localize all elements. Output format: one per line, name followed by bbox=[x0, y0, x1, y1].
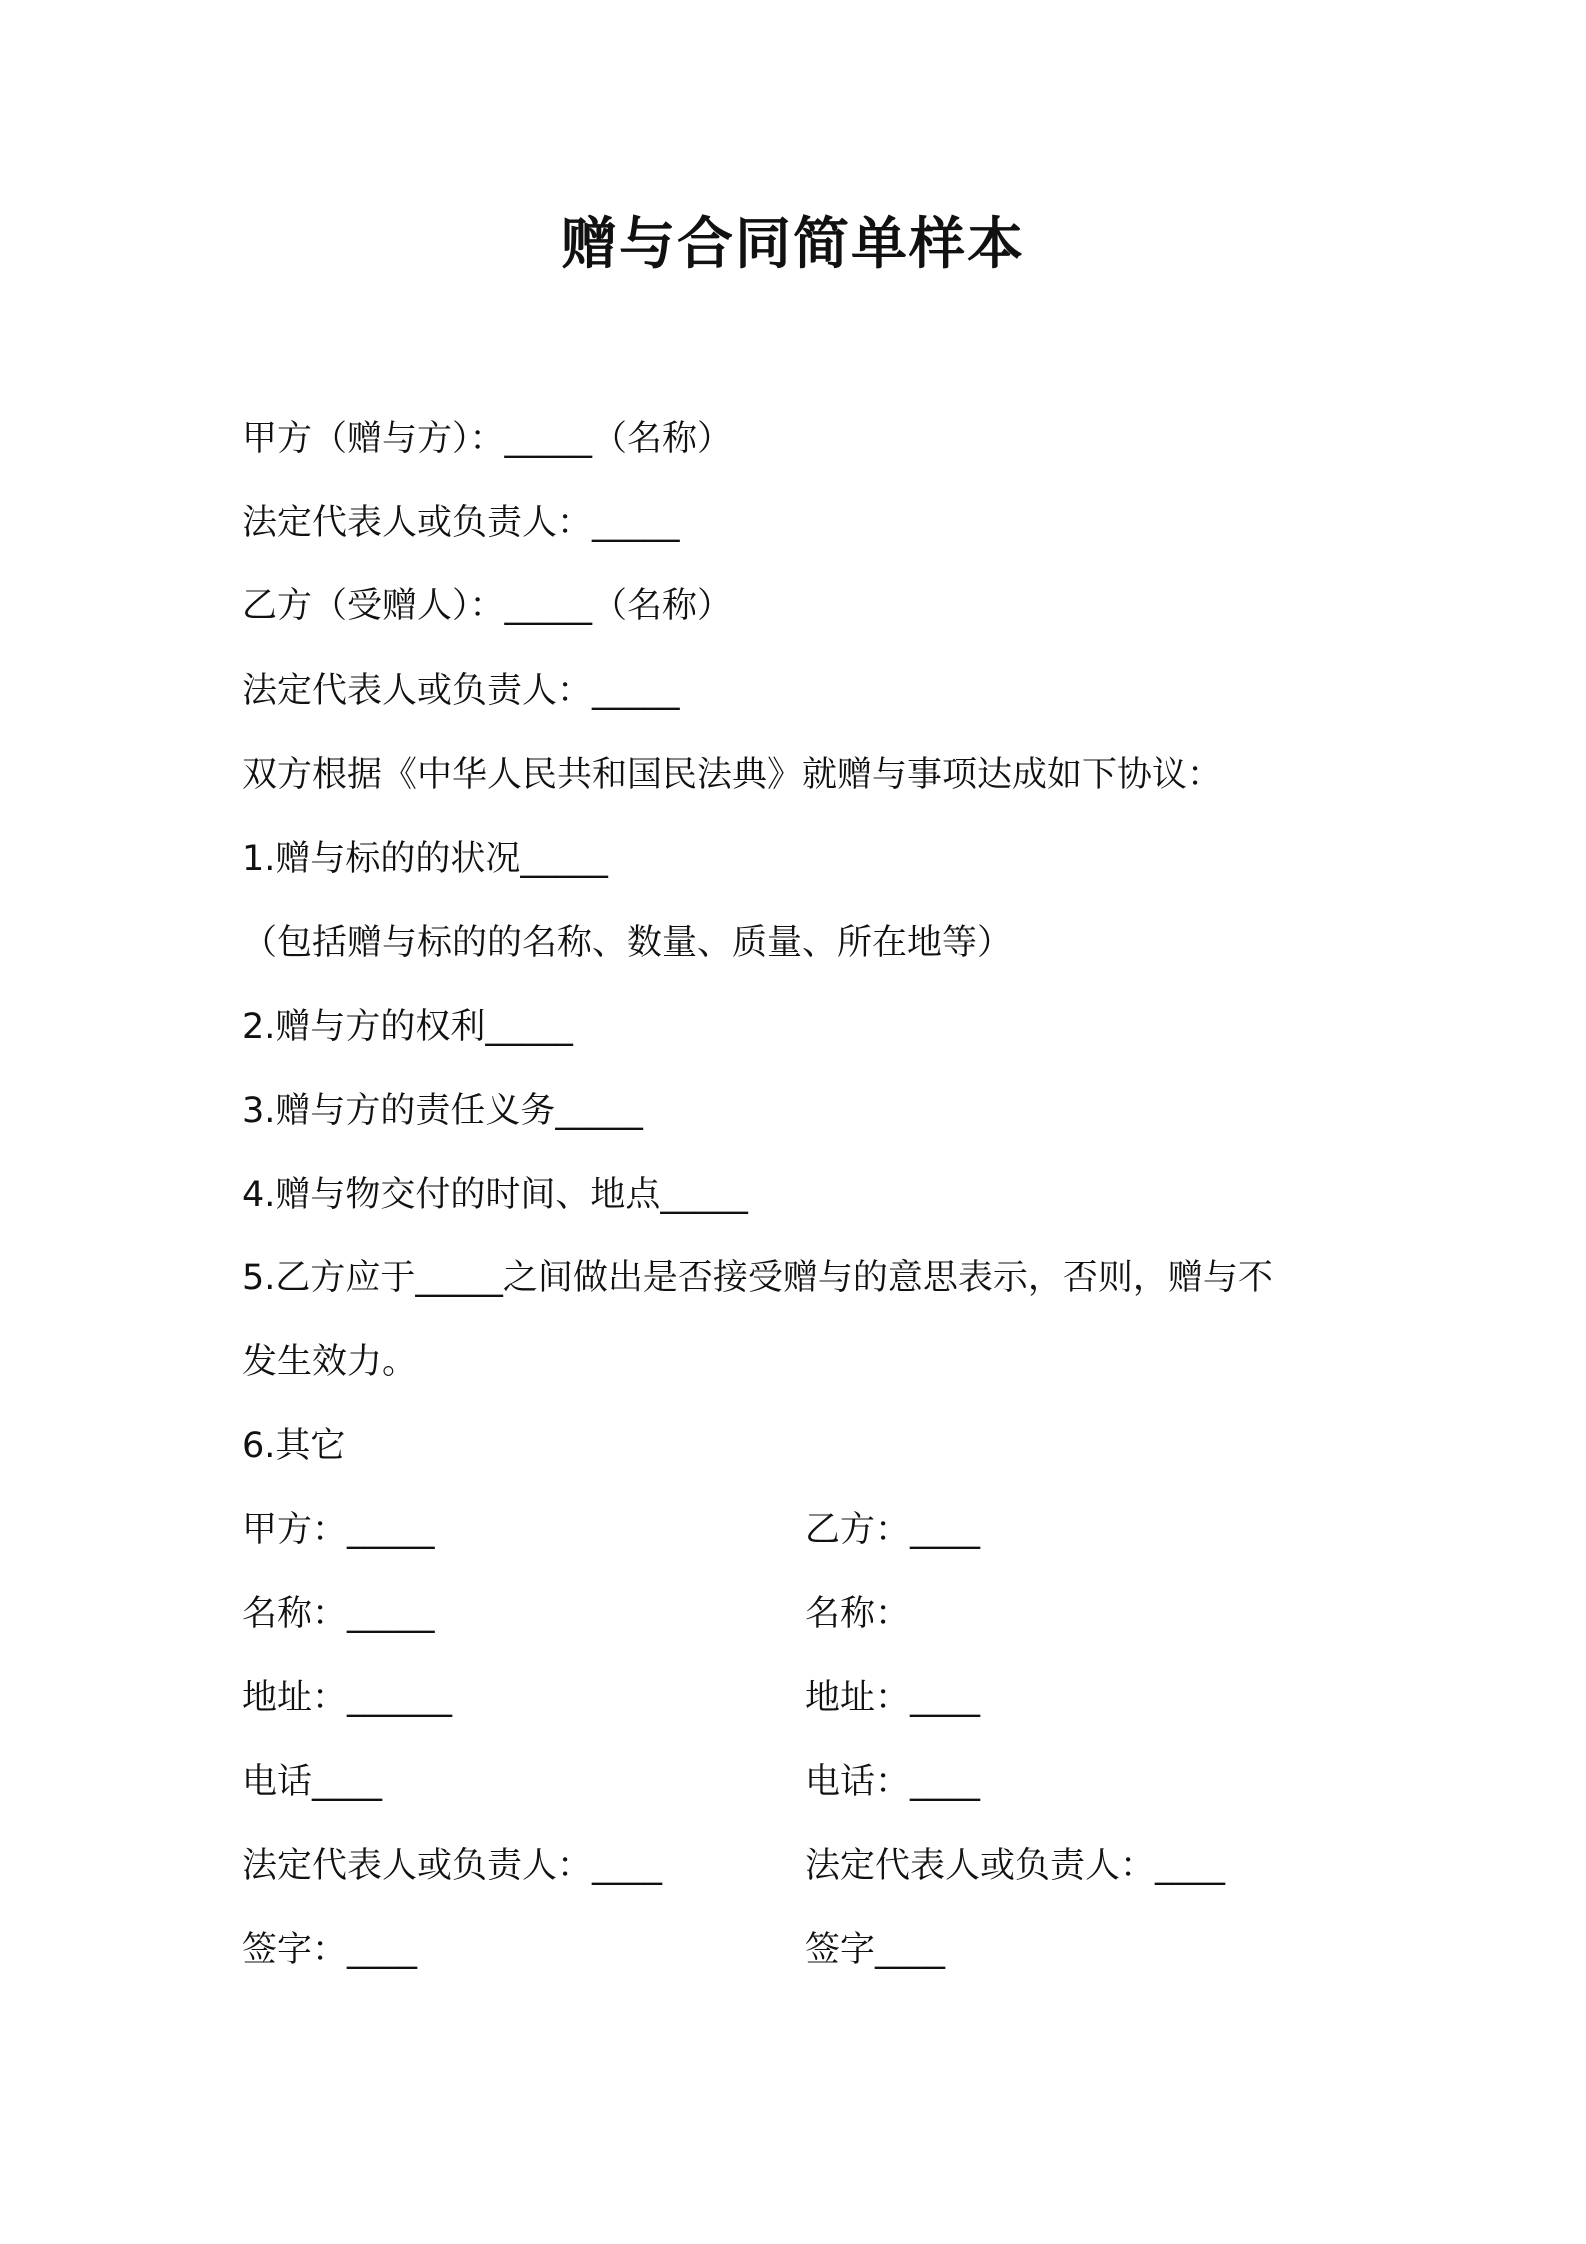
sign-right-address: 地址：____ bbox=[805, 1678, 981, 1718]
clause-5: 5.乙方应于_____之间做出是否接受赠与的意思表示，否则，赠与不 bbox=[242, 1258, 1273, 1298]
sign-left-signature: 签字：____ bbox=[242, 1930, 418, 1970]
sign-right-name: 名称： bbox=[805, 1594, 911, 1634]
sign-right-rep: 法定代表人或负责人：____ bbox=[805, 1846, 1226, 1886]
sign-right-party: 乙方：____ bbox=[805, 1510, 981, 1550]
clause-5-continued: 发生效力。 bbox=[242, 1342, 418, 1382]
sign-left-rep: 法定代表人或负责人：____ bbox=[242, 1846, 663, 1886]
intro-text: 双方根据《中华人民共和国民法典》就赠与事项达成如下协议： bbox=[242, 755, 1223, 795]
party-b-line: 乙方（受赠人）：_____（名称） bbox=[242, 586, 733, 626]
clause-1: 1.赠与标的的状况_____ bbox=[242, 839, 608, 879]
clause-4: 4.赠与物交付的时间、地点_____ bbox=[242, 1175, 748, 1215]
sign-left-phone: 电话____ bbox=[242, 1762, 383, 1802]
party-a-line: 甲方（赠与方）：_____（名称） bbox=[242, 419, 733, 459]
sign-left-party: 甲方：_____ bbox=[242, 1510, 435, 1550]
clause-1-note: （包括赠与标的的名称、数量、质量、所在地等） bbox=[242, 923, 1013, 963]
party-b-rep-line: 法定代表人或负责人：_____ bbox=[242, 671, 680, 711]
sign-left-address: 地址：______ bbox=[242, 1678, 453, 1718]
clause-6: 6.其它 bbox=[242, 1426, 346, 1466]
document-title: 赠与合同简单样本 bbox=[561, 212, 1025, 277]
sign-right-phone: 电话：____ bbox=[805, 1762, 981, 1802]
clause-3: 3.赠与方的责任义务_____ bbox=[242, 1091, 643, 1131]
party-a-rep-line: 法定代表人或负责人：_____ bbox=[242, 503, 680, 543]
sign-left-name: 名称：_____ bbox=[242, 1594, 435, 1634]
clause-2: 2.赠与方的权利_____ bbox=[242, 1007, 573, 1047]
sign-right-signature: 签字____ bbox=[805, 1930, 946, 1970]
